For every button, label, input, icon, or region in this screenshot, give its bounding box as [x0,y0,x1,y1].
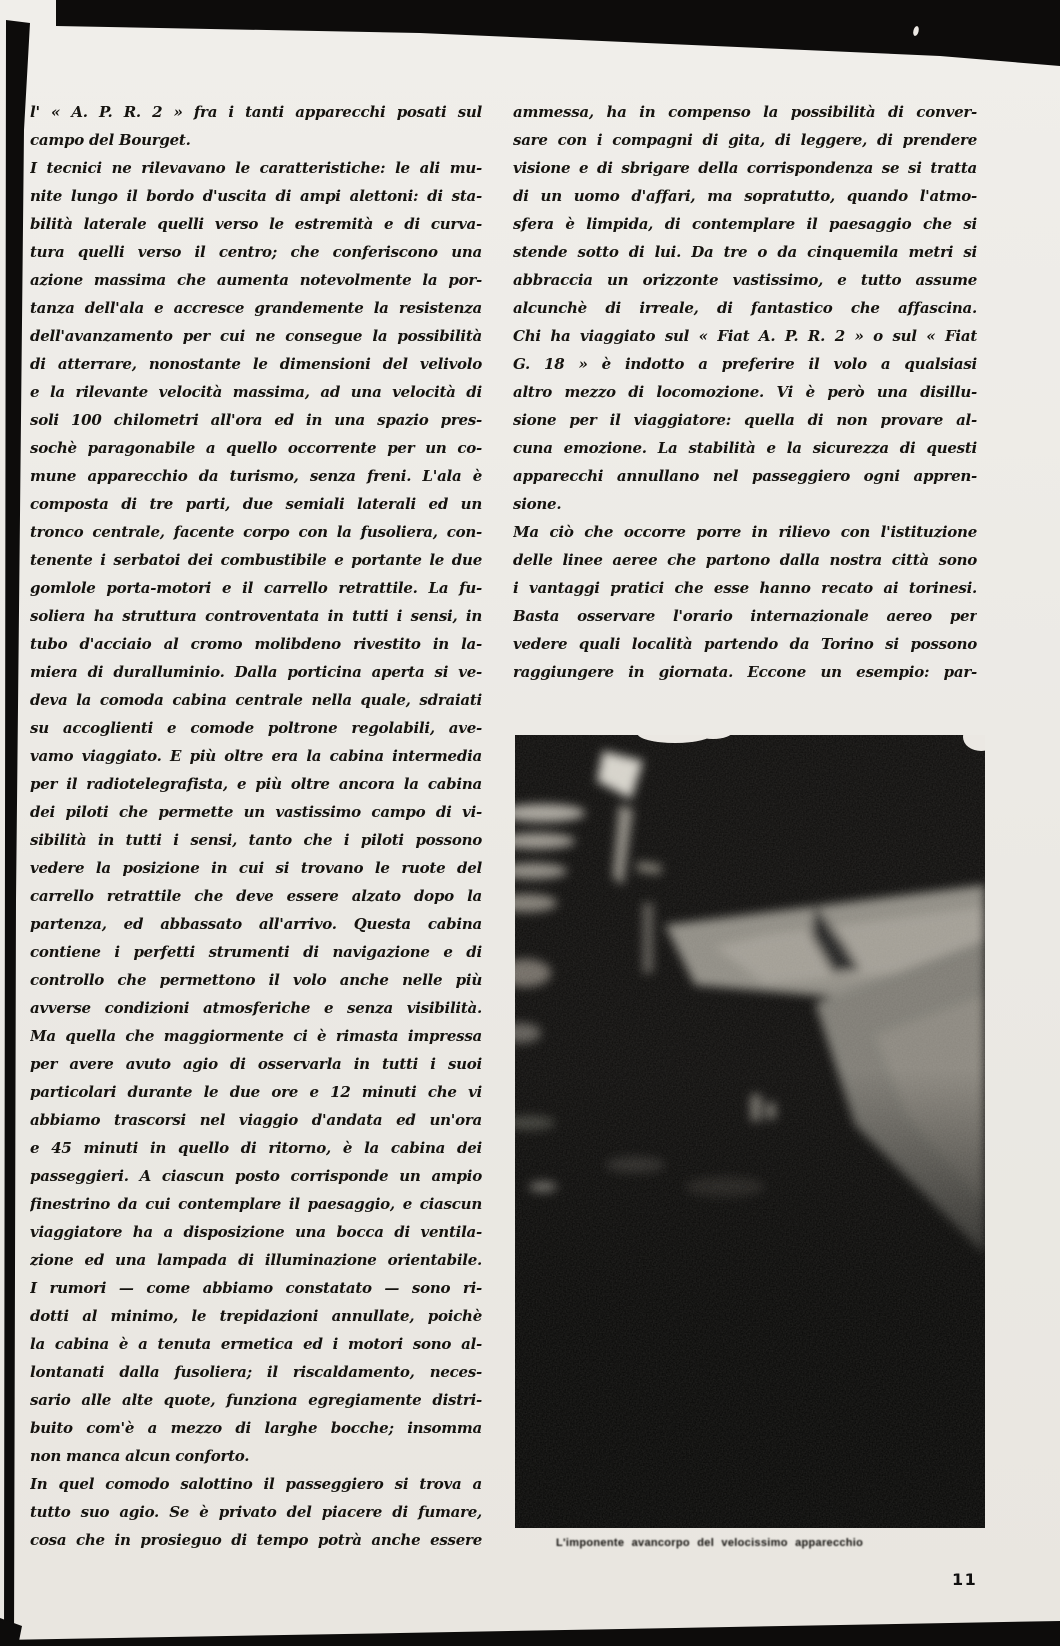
text-line: controllo che permettono il volo anche nelle più [30,971,482,989]
text-line: altro mezzo di locomozione. Vi è però una disillu- [513,383,977,401]
paragraph [513,98,977,322]
text-line: e la rilevante velocità massima, ad una velocità di [30,383,482,401]
text-line: vedere quali località partendo da Torino si possono [513,635,977,653]
aircraft-photo [515,735,985,1528]
paragraph [30,98,482,154]
paragraph [513,518,977,686]
text-line: sibilità in tutti i sensi, tanto che i piloti possono [30,831,482,849]
article-column-left [30,98,482,1554]
page-number: 11 [952,1570,978,1589]
text-line: zione ed una lampada di illuminazione orientabile. [30,1251,482,1269]
text-line: Chi ha viaggiato sul « Fiat A. P. R. 2 » o sul « Fiat [513,327,977,345]
article-column-right [513,98,977,686]
text-line: carrello retrattile che deve essere alzato dopo la [30,887,482,905]
text-line: sione. [513,495,562,513]
text-line: Basta osservare l'orario internazionale aereo per [513,607,977,625]
text-line: tubo d'acciaio al cromo molibdeno rivestito in la- [30,635,482,653]
text-line: visione e di sbrigare della corrispondenza se si tratta [513,159,977,177]
text-line: non manca alcun conforto. [30,1447,250,1465]
scan-edge-bottom [0,1618,1060,1646]
text-line: I tecnici ne rilevavano le caratteristiche: le ali mu- [30,159,482,177]
text-line: avverse condizioni atmosferiche e senza visibilità. [30,999,482,1017]
text-line: passeggieri. A ciascun posto corrisponde un ampio [30,1167,482,1185]
paragraph [513,322,977,518]
text-line: ammessa, ha in compenso la possibilità di conver- [513,103,977,121]
text-line: sfera è limpida, di contemplare il paesaggio che si [513,215,977,233]
text-line: contiene i perfetti strumenti di navigazione e di [30,943,482,961]
text-line: e 45 minuti in quello di ritorno, è la cabina dei [30,1139,482,1157]
text-line: In quel comodo salottino il passeggiero si trova a [30,1475,482,1493]
text-line: per avere avuto agio di osservarla in tutti i suoi [30,1055,482,1073]
text-line: per il radiotelegrafista, e più oltre ancora la cabina [30,775,482,793]
text-line: miera di duralluminio. Dalla porticina aperta si ve- [30,663,482,681]
text-line: particolari durante le due ore e 12 minuti che vi [30,1083,482,1101]
text-line: Ma ciò che occorre porre in rilievo con l'istituzione [513,523,977,541]
text-line: cosa che in prosieguo di tempo potrà anche essere [30,1531,482,1549]
text-line: dei piloti che permette un vastissimo campo di vi- [30,803,482,821]
text-line: partenza, ed abbassato all'arrivo. Questa cabina [30,915,482,933]
text-line: la cabina è a tenuta ermetica ed i motori sono al- [30,1335,482,1353]
photo-caption: L'imponente avancorpo del velocissimo apparecchio [556,1537,864,1549]
text-line: cuna emozione. La stabilità e la sicurezza di questi [513,439,977,457]
text-line: raggiungere in giornata. Eccone un esempio: par- [513,663,977,681]
text-line: delle linee aeree che partono dalla nostra città sono [513,551,977,569]
text-line: apparecchi annullano nel passeggiero ogni appren- [513,467,977,485]
text-line: mune apparecchio da turismo, senza freni. L'ala è [30,467,482,485]
text-line: vedere la posizione in cui si trovano le ruote del [30,859,482,877]
text-line: gomlole porta-motori e il carrello retrattile. La fu- [30,579,482,597]
text-line: nite lungo il bordo d'uscita di ampi alettoni: di sta- [30,187,482,205]
text-line: tenente i serbatoi dei combustibile e portante le due [30,551,482,569]
text-line: sione per il viaggiatore: quella di non provare al- [513,411,977,429]
text-line: sare con i compagni di gita, di leggere, di prendere [513,131,977,149]
text-line: lontanati dalla fusoliera; il riscaldamento, neces- [30,1363,482,1381]
text-line: G. 18 » è indotto a preferire il volo a qualsiasi [513,355,977,373]
scan-edge-top [56,0,1060,66]
white-speck [912,26,919,37]
text-line: viaggiatore ha a disposizione una bocca di ventila- [30,1223,482,1241]
text-line: sochè paragonabile a quello occorrente per un co- [30,439,482,457]
paragraph [30,1022,482,1470]
text-line: abbiamo trascorsi nel viaggio d'andata ed un'ora [30,1111,482,1129]
text-line: di un uomo d'affari, ma sopratutto, quando l'atmo- [513,187,977,205]
text-line: dotti al minimo, le trepidazioni annullate, poichè [30,1307,482,1325]
text-line: sario alle alte quote, funziona egregiamente distri- [30,1391,482,1409]
text-line: alcunchè di irreale, di fantastico che affascina. [513,299,977,317]
text-line: stende sotto di lui. Da tre o da cinquemila metri si [513,243,977,261]
text-line: tutto suo agio. Se è privato del piacere di fumare, [30,1503,482,1521]
text-line: vamo viaggiato. E più oltre era la cabina intermedia [30,747,482,765]
text-line: finestrino da cui contemplare il paesaggio, e ciascun [30,1195,482,1213]
text-line: su accoglienti e comode poltrone regolabili, ave- [30,719,482,737]
text-line: Ma quella che maggiormente ci è rimasta impressa [30,1027,482,1045]
paragraph [30,154,482,1022]
text-line: buito com'è a mezzo di larghe bocche; insomma [30,1419,482,1437]
text-line: soli 100 chilometri all'ora ed in una spazio pres- [30,411,482,429]
text-line: bilità laterale quelli verso le estremità e di curva- [30,215,482,233]
text-line: I rumori — come abbiamo constatato — sono ri- [30,1279,482,1297]
text-line: di atterrare, nonostante le dimensioni del velivolo [30,355,482,373]
text-line: deva la comoda cabina centrale nella quale, sdraiati [30,691,482,709]
text-line: i vantaggi pratici che esse hanno recato ai torinesi. [513,579,977,597]
text-line: dell'avanzamento per cui ne consegue la possibilità [30,327,482,345]
text-line: l' « A. P. R. 2 » fra i tanti apparecchi posati sul [30,103,482,121]
paragraph [30,1470,482,1554]
text-line: tronco centrale, facente corpo con la fusoliera, con- [30,523,482,541]
text-line: composta di tre parti, due semiali laterali ed un [30,495,482,513]
scan-edge-left [4,20,30,1643]
text-line: tura quelli verso il centro; che conferiscono una [30,243,482,261]
text-line: campo del Bourget. [30,131,191,149]
text-line: abbraccia un orizzonte vastissimo, e tutto assume [513,271,977,289]
text-line: tanza dell'ala e accresce grandemente la resistenza [30,299,482,317]
text-line: soliera ha struttura controventata in tutti i sensi, in [30,607,482,625]
text-line: azione massima che aumenta notevolmente la por- [30,271,482,289]
